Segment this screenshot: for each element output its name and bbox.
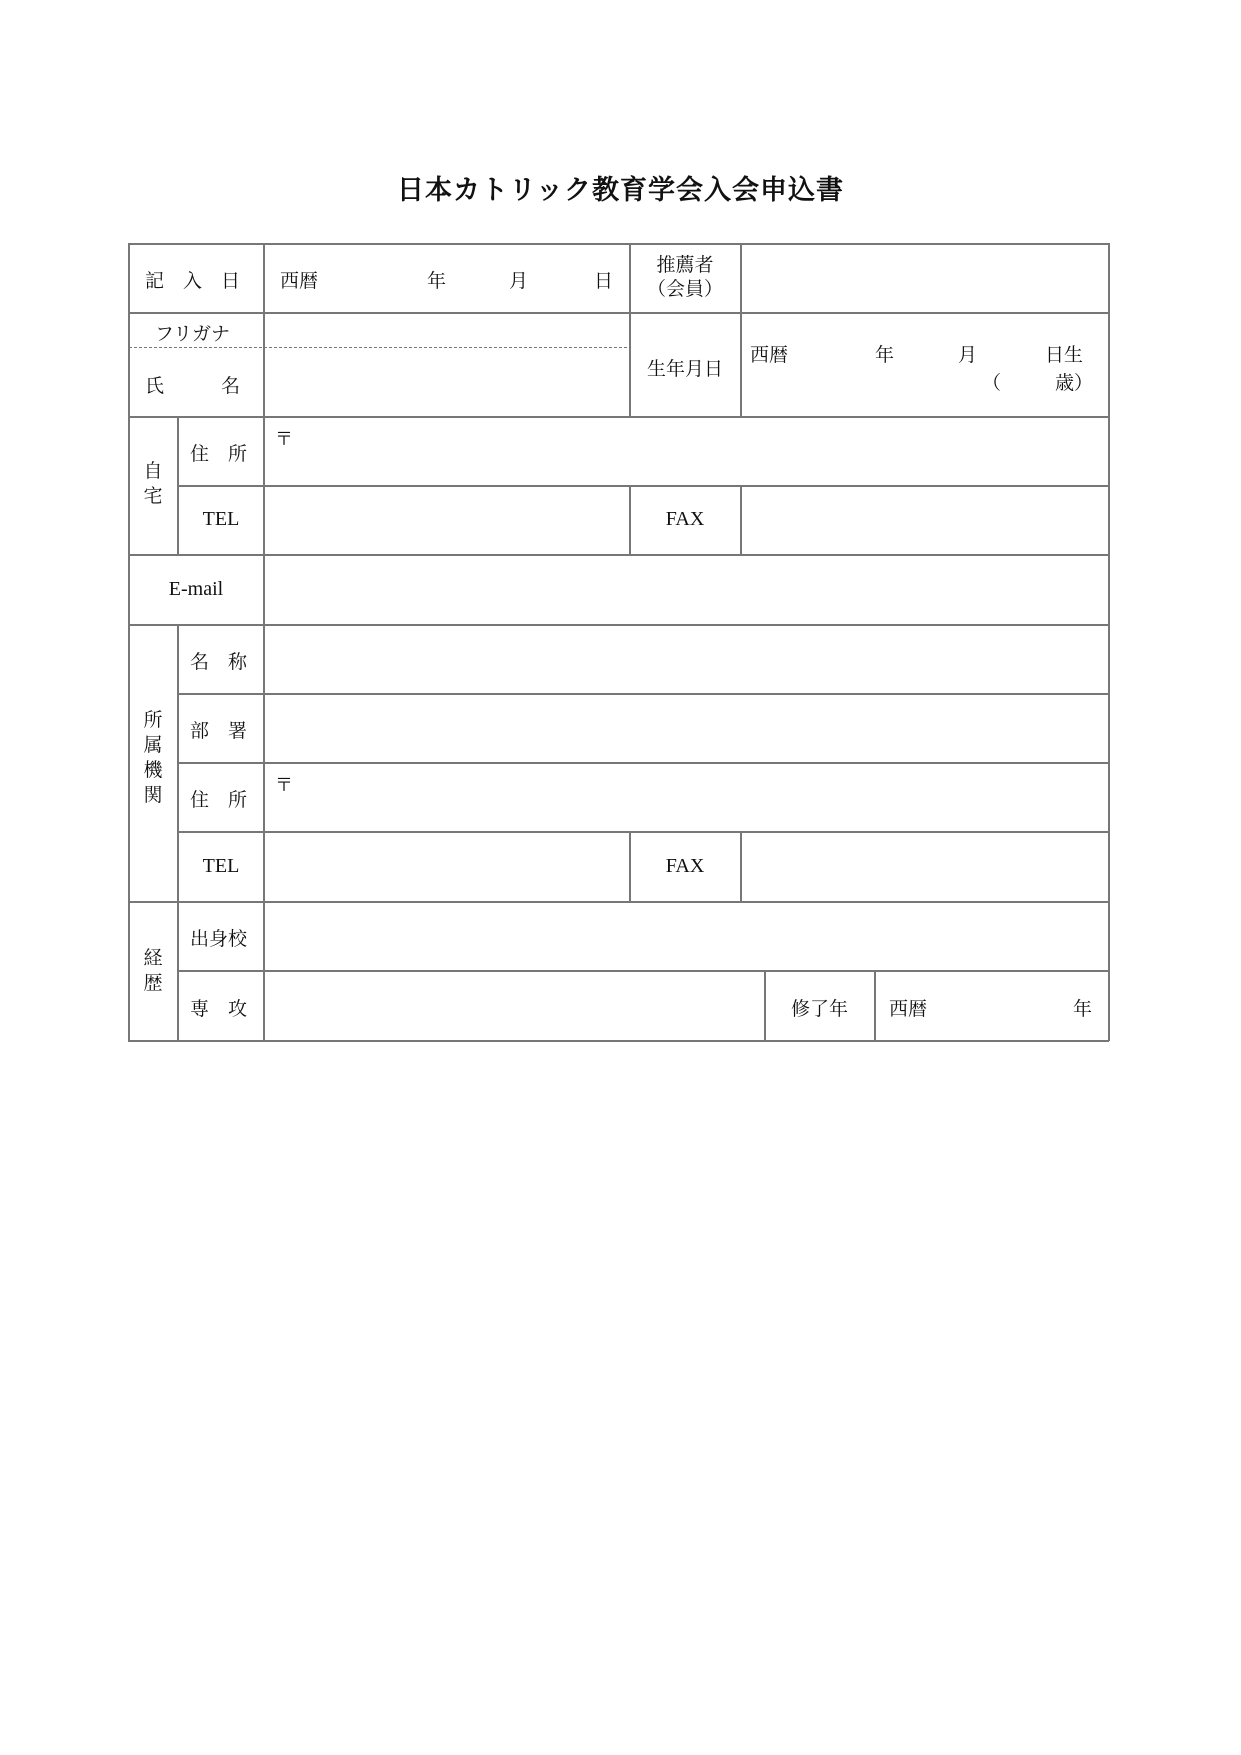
recommender-label-line1: 推薦者: [656, 254, 714, 276]
birthdate-month-unit: 月: [958, 344, 978, 366]
home-fax-field[interactable]: [742, 487, 1107, 553]
career-school-field[interactable]: [265, 903, 1107, 969]
age-open-paren: （: [982, 372, 1002, 394]
career-school-label: 出身校: [190, 928, 248, 950]
affiliation-group-char: 所: [143, 709, 163, 731]
entry-date-month-unit: 月: [509, 270, 529, 292]
recommender-field[interactable]: [742, 245, 1107, 311]
birthdate-day-unit: 日生: [1045, 344, 1084, 366]
affiliation-name-field[interactable]: [265, 626, 1107, 692]
career-group-char: 経: [143, 947, 163, 969]
table-border-left: [128, 243, 130, 1041]
column-divider: [177, 416, 179, 554]
recommender-label: [631, 253, 739, 301]
completion-year-field[interactable]: [876, 972, 1107, 1039]
home-address-field[interactable]: [265, 418, 1107, 484]
home-group-char: 宅: [143, 485, 163, 507]
affiliation-address-label: 住 所: [190, 789, 248, 811]
affiliation-postal-mark: 〒: [275, 775, 293, 796]
entry-date-field[interactable]: [265, 245, 628, 311]
affiliation-name-label: 名 称: [190, 651, 248, 673]
affiliation-group-char: 機: [143, 759, 163, 781]
home-tel-field[interactable]: [265, 487, 628, 553]
furigana-field[interactable]: [265, 314, 628, 346]
furigana-label: フリガナ: [155, 323, 231, 345]
birthdate-era: 西暦: [750, 344, 789, 366]
affiliation-dept-field[interactable]: [265, 695, 1107, 761]
affiliation-fax-field[interactable]: [742, 833, 1107, 900]
career-group-label: [138, 946, 168, 996]
age-unit: 歳）: [1055, 372, 1094, 394]
entry-date-day-unit: 日: [594, 270, 614, 292]
career-group-char: 歴: [143, 972, 163, 994]
birthdate-field[interactable]: [742, 314, 1107, 415]
birthdate-label: 生年月日: [646, 358, 723, 380]
affiliation-group-char: 属: [143, 734, 163, 756]
home-fax-label: FAX: [665, 508, 705, 530]
affiliation-group-char: 関: [143, 784, 163, 806]
completion-year-era: 西暦: [889, 998, 928, 1020]
affiliation-address-field[interactable]: [265, 764, 1107, 830]
career-major-label: 専 攻: [190, 998, 248, 1020]
furigana-dashed-divider: [129, 347, 627, 348]
affiliation-group-label: [138, 708, 168, 808]
affiliation-fax-label: FAX: [665, 855, 705, 877]
recommender-label-line2: （会員）: [646, 278, 723, 300]
affiliation-tel-label: TEL: [202, 855, 240, 877]
career-major-field[interactable]: [265, 972, 763, 1039]
table-border-bottom: [128, 1040, 1109, 1042]
birthdate-year-unit: 年: [875, 344, 895, 366]
entry-date-label: 記 入 日: [145, 270, 241, 292]
column-divider: [177, 624, 179, 1041]
home-postal-mark: 〒: [275, 429, 293, 450]
affiliation-tel-field[interactable]: [265, 833, 628, 900]
affiliation-dept-label: 部 署: [190, 720, 248, 742]
name-field[interactable]: [265, 349, 628, 415]
table-border-right: [1108, 243, 1110, 1041]
entry-date-year-unit: 年: [427, 270, 447, 292]
email-label: E-mail: [168, 578, 224, 600]
name-label: 氏 名: [145, 375, 241, 397]
home-address-label: 住 所: [190, 443, 248, 465]
completion-year-unit: 年: [1073, 998, 1093, 1020]
home-group-label: [138, 459, 168, 509]
form-title: 日本カトリック教育学会入会申込書: [397, 175, 844, 206]
completion-year-label: 修了年: [790, 998, 848, 1020]
home-group-char: 自: [143, 460, 163, 482]
email-field[interactable]: [265, 556, 1107, 623]
home-tel-label: TEL: [202, 508, 240, 530]
entry-date-era: 西暦: [280, 270, 319, 292]
